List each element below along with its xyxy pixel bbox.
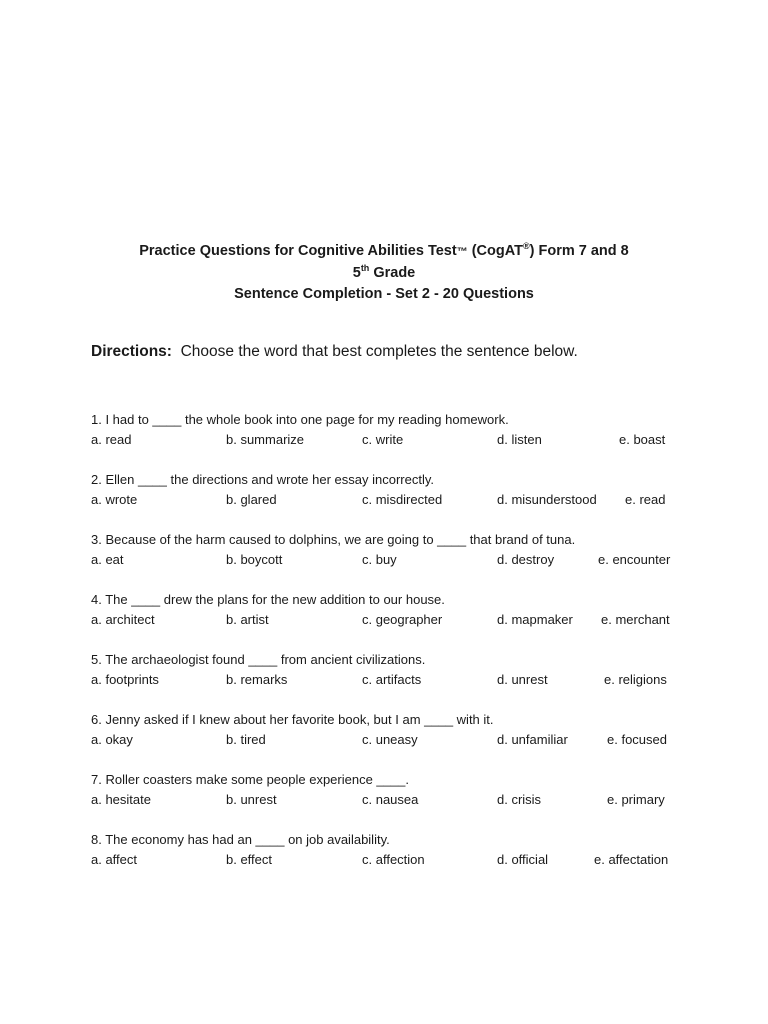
header-line-3: [0, 284, 768, 305]
answer-option-e: e. primary: [607, 792, 665, 807]
answer-option-b: b. boycott: [226, 552, 283, 567]
answer-option-a: a. hesitate: [91, 792, 151, 807]
answer-option-b: b. effect: [226, 852, 273, 867]
question-stem: 6. Jenny asked if I knew about her favorite book, but I am ____ with it.: [91, 712, 494, 727]
answer-option-d: d. unfamiliar: [497, 732, 568, 747]
directions-text: Choose the word that best completes the sentence below.: [171, 343, 578, 360]
answer-option-b: b. unrest: [226, 792, 277, 807]
question-stem: 1. I had to ____ the whole book into one page for my reading homework.: [91, 412, 509, 427]
answer-option-a: a. read: [91, 432, 132, 447]
question-stem: 2. Ellen ____ the directions and wrote her essay incorrectly.: [91, 472, 434, 487]
grade-suffix: th: [360, 263, 370, 274]
answer-option-c: c. affection: [362, 852, 425, 867]
answer-option-e: e. focused: [607, 732, 667, 747]
question-5: [91, 652, 711, 692]
answer-option-e: e. affectation: [594, 852, 669, 867]
question-3: [91, 532, 711, 572]
answer-option-b: b. summarize: [226, 432, 305, 447]
registered-symbol: ®: [523, 241, 530, 252]
answer-option-c: c. buy: [362, 552, 397, 567]
answer-option-d: d. unrest: [497, 672, 548, 687]
question-4: [91, 592, 711, 632]
trademark-symbol: ™: [456, 246, 468, 258]
question-1: [91, 412, 711, 452]
answer-option-c: c. misdirected: [362, 492, 443, 507]
answer-option-a: a. footprints: [91, 672, 159, 687]
question-2: [91, 472, 711, 512]
directions-label: Directions:: [91, 343, 172, 360]
header-title-text: Practice Questions for Cognitive Abilities Test: [139, 243, 457, 259]
answer-option-b: b. remarks: [226, 672, 288, 687]
header-line-1: [0, 241, 768, 263]
answer-option-b: b. tired: [226, 732, 266, 747]
question-6: [91, 712, 711, 752]
answer-option-e: e. boast: [619, 432, 666, 447]
worksheet-header: [0, 241, 768, 305]
grade-label: Grade: [369, 265, 416, 281]
header-line-2: [0, 263, 768, 284]
question-stem: 7. Roller coasters make some people experience ____.: [91, 772, 409, 787]
answer-option-c: c. nausea: [362, 792, 419, 807]
answer-option-d: d. mapmaker: [497, 612, 573, 627]
grade-number: 5: [352, 265, 361, 281]
answer-option-c: c. artifacts: [362, 672, 422, 687]
answer-option-a: a. wrote: [91, 492, 138, 507]
answer-option-d: d. official: [497, 852, 549, 867]
header-title-mid: (CogAT: [467, 243, 523, 259]
answer-option-b: b. artist: [226, 612, 269, 627]
answer-option-c: c. write: [362, 432, 404, 447]
question-8: [91, 832, 711, 872]
directions: [91, 342, 578, 362]
answer-option-a: a. architect: [91, 612, 155, 627]
answer-option-e: e. read: [625, 492, 666, 507]
answer-option-a: a. eat: [91, 552, 124, 567]
answer-option-d: d. crisis: [497, 792, 542, 807]
section-title: Sentence Completion: [234, 286, 383, 302]
answer-option-d: d. misunderstood: [497, 492, 597, 507]
section-subtitle: - Set 2 - 20 Questions: [382, 286, 534, 302]
answer-option-e: e. encounter: [598, 552, 671, 567]
question-stem: 5. The archaeologist found ____ from ancient civilizations.: [91, 652, 426, 667]
header-title-end: ) Form 7 and 8: [529, 243, 629, 259]
answer-option-e: e. merchant: [601, 612, 670, 627]
question-7: [91, 772, 711, 812]
answer-option-d: d. listen: [497, 432, 542, 447]
answer-option-d: d. destroy: [497, 552, 555, 567]
answer-option-a: a. affect: [91, 852, 138, 867]
question-stem: 3. Because of the harm caused to dolphins, we are going to ____ that brand of tuna.: [91, 532, 576, 547]
answer-option-c: c. geographer: [362, 612, 443, 627]
answer-option-c: c. uneasy: [362, 732, 418, 747]
question-stem: 4. The ____ drew the plans for the new addition to our house.: [91, 592, 445, 607]
question-stem: 8. The economy has had an ____ on job availability.: [91, 832, 390, 847]
answer-option-e: e. religions: [604, 672, 667, 687]
answer-option-b: b. glared: [226, 492, 277, 507]
answer-option-a: a. okay: [91, 732, 133, 747]
